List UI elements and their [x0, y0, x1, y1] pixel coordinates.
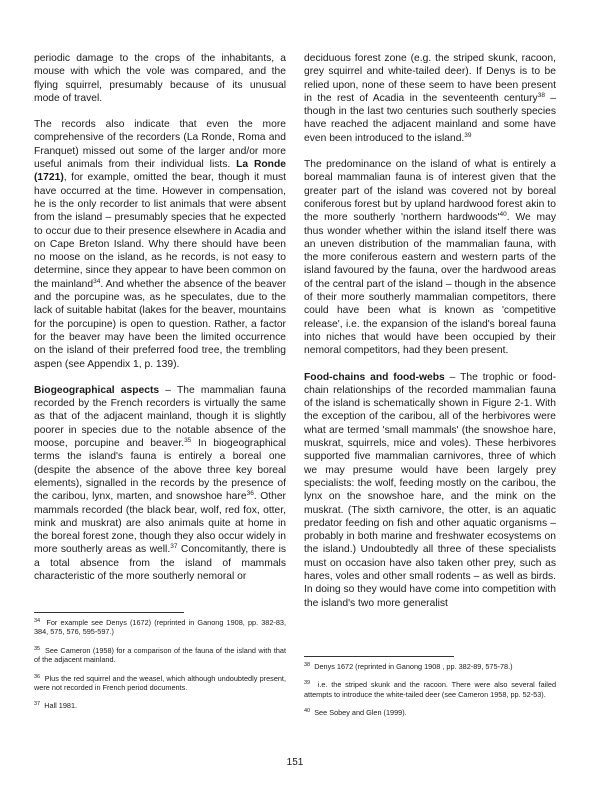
footnote-ref[interactable]: 34	[93, 277, 101, 285]
paragraph-text: periodic damage to the crops of the inhabitants, a mouse with which the vole was compared, and the flying squirrel, presumably because of its unusual mode of travel.	[34, 53, 286, 104]
paragraph-text: – The trophic or food-chain relationships of the recorded mammalian fauna of the island is schematically shown in Figure 2-1. With the exception of the caribou, all of the herbivores were what are termed 'small mammals' (the snowshoe hare, muskrat, squirrels, mice and voles). These herbivores supported five mammalian carnivores, three of which we may presume would have been largely prey specialists: the wolf, feeding mostly on the caribou, the lynx on the snowshoe hare, and the mink on the muskrat. (The sixth carnivore, the otter, is an aquatic predator feeding on fish and other aquatic organisms – probably in both marine and freshwater ecosystems on the island.) Undoubtedly all three of these specialists must on occasion have also taken other prey, such as hares, voles and other small rodents – as well as birds. In doing so they would have come into competition with the island's two more generalist	[304, 371, 556, 609]
paragraph	[34, 52, 286, 105]
footnote	[304, 662, 556, 671]
paragraph-text: In biogeographical terms the island's fauna is entirely a boreal one (despite the absence of the above three key boreal elements), signalled in the records by the presence of the caribou, lynx, marten, and snowshoe hare	[34, 438, 286, 503]
footnote-text: Plus the red squirrel and the weasel, which although undoubtedly present, were not recorded in French period documents.	[34, 673, 286, 693]
paragraph	[34, 118, 286, 371]
footnote	[34, 701, 286, 710]
footnotes-right	[304, 656, 556, 727]
footnote-ref[interactable]: 35	[184, 437, 192, 445]
paragraph-text: . And whether the absence of the beaver and the porcupine was, as he speculates, due to the lack of suitable habitat (lakes for the beaver, mountains for the porcupine) is open to question. Rather, a factor for the beaver may have been the limited occurrence on the island of their preferred food tree, the trembling aspen (see Appendix 1, p. 139).	[34, 278, 286, 370]
paragraph-text: deciduous forest zone (e.g. the striped skunk, racoon, grey squirrel and white-tailed deer). If Denys is to be relied upon, none of these seem to have been present in the rest of Acadia in the seventeenth century	[304, 53, 556, 104]
footnote-ref[interactable]: 37	[170, 543, 178, 551]
paragraph	[304, 52, 556, 145]
section-heading: Biogeographical aspects	[34, 384, 160, 396]
paragraph-text: . Other mammals recorded (the black bear, wolf, red fox, otter, mink and muskrat) are also animals quite at home in the boreal forest zone, though they also occur widely in more southerly areas as well.	[34, 491, 286, 556]
citation-bold: La Ronde (1721)	[34, 159, 286, 184]
footnote	[34, 618, 286, 637]
paragraph	[304, 371, 556, 610]
paragraph-text: – though in the last two centuries such southerly species have reached the adjacent mainland and some have even been introduced to the island.	[304, 92, 556, 144]
footnote-text: See Cameron (1958) for a comparison of the fauna of the island with that of the adjacent mainland.	[34, 645, 286, 665]
footnote-ref[interactable]: 40	[499, 211, 507, 219]
paragraph-text: The predominance on the island of what is entirely a boreal mammalian fauna is of interest given that the greater part of the island was covered not by boreal coniferous forest but by upland hardwood forest akin to the more southerly 'northern hardwoods'	[304, 159, 556, 224]
footnote-text: For example see Denys (1672) (reprinted in Ganong 1908, pp. 382-83, 384, 575, 576, 595-597.)	[34, 618, 286, 637]
page-number: 151	[286, 757, 304, 768]
footnote-number: 39	[304, 680, 311, 687]
paragraph	[304, 158, 556, 357]
footnotes-left	[34, 612, 286, 720]
footnote-ref[interactable]: 38	[537, 91, 545, 99]
footnote-number: 37	[34, 701, 41, 708]
footnote	[304, 680, 556, 699]
footnote-number: 38	[304, 662, 311, 668]
footnote	[34, 674, 286, 693]
paragraph-text: – The mammalian fauna recorded by the French recorders is virtually the same as that of the adjacent mainland, though it is slightly poorer in species due to the notable absence of the moose, porcupine and beaver.	[34, 384, 286, 450]
footnote-number: 36	[34, 673, 41, 680]
footnote	[304, 708, 556, 717]
footnote-ref[interactable]: 36	[246, 490, 254, 498]
footnote-ref[interactable]: 39	[464, 131, 472, 139]
footnote-text: Hall 1981.	[44, 701, 78, 711]
footnote-divider	[304, 656, 454, 657]
footnote-divider	[34, 612, 184, 613]
footnote-number: 40	[304, 708, 311, 715]
right-column	[304, 52, 556, 610]
footnote-text: Denys 1672 (reprinted in Ganong 1908 , pp. 382-89, 575-78.)	[314, 662, 513, 671]
paragraph	[34, 384, 286, 583]
footnote-text: See Sobey and Glen (1999).	[314, 708, 407, 718]
footnote	[34, 646, 286, 665]
section-heading: Food-chains and food-webs	[304, 371, 445, 383]
paragraph-text: . We may thus wonder whether within the island itself there was an uneven distribution of the mammalian fauna, with the more coniferous eastern and western parts of the island favoured by the fauna, over the hardwood areas of the central part of the island – though in the absence of their more southerly mammalian competitors, there could have been what is known as 'competitive release', i.e. the expansion of the island's boreal fauna into niches that would have been occupied by their nemoral competitors, had they been present.	[304, 212, 556, 357]
paragraph-text: Concomitantly, there is a total absence from the island of mammals characteristic of the more southerly nemoral or	[34, 544, 286, 582]
paragraph-text: The records also indicate that even the more comprehensive of the recorders (La Ronde, Roma and Franquet) missed out some of the larger and/or more useful animals from their individual lists.	[34, 119, 286, 171]
footnote-text: i.e. the striped skunk and the racoon. There were also several failed attempts to introduce the white-tailed deer (see Cameron 1958, pp. 52-53).	[304, 680, 556, 699]
footnote-number: 34	[34, 618, 41, 624]
paragraph-text: , for example, omitted the bear, though it must have occurred at the time. However in compensation, he is the only recorder to list animals that were absent from the island – presumably species that he expected to occur due to their presence elsewhere in Acadia and on Cape Breton Island. Why there should have been no moose on the island, as he records, is not easy to determine, since they appear to have been common on the mainland	[34, 172, 286, 290]
footnote-number: 35	[34, 645, 41, 652]
left-column	[34, 52, 286, 583]
